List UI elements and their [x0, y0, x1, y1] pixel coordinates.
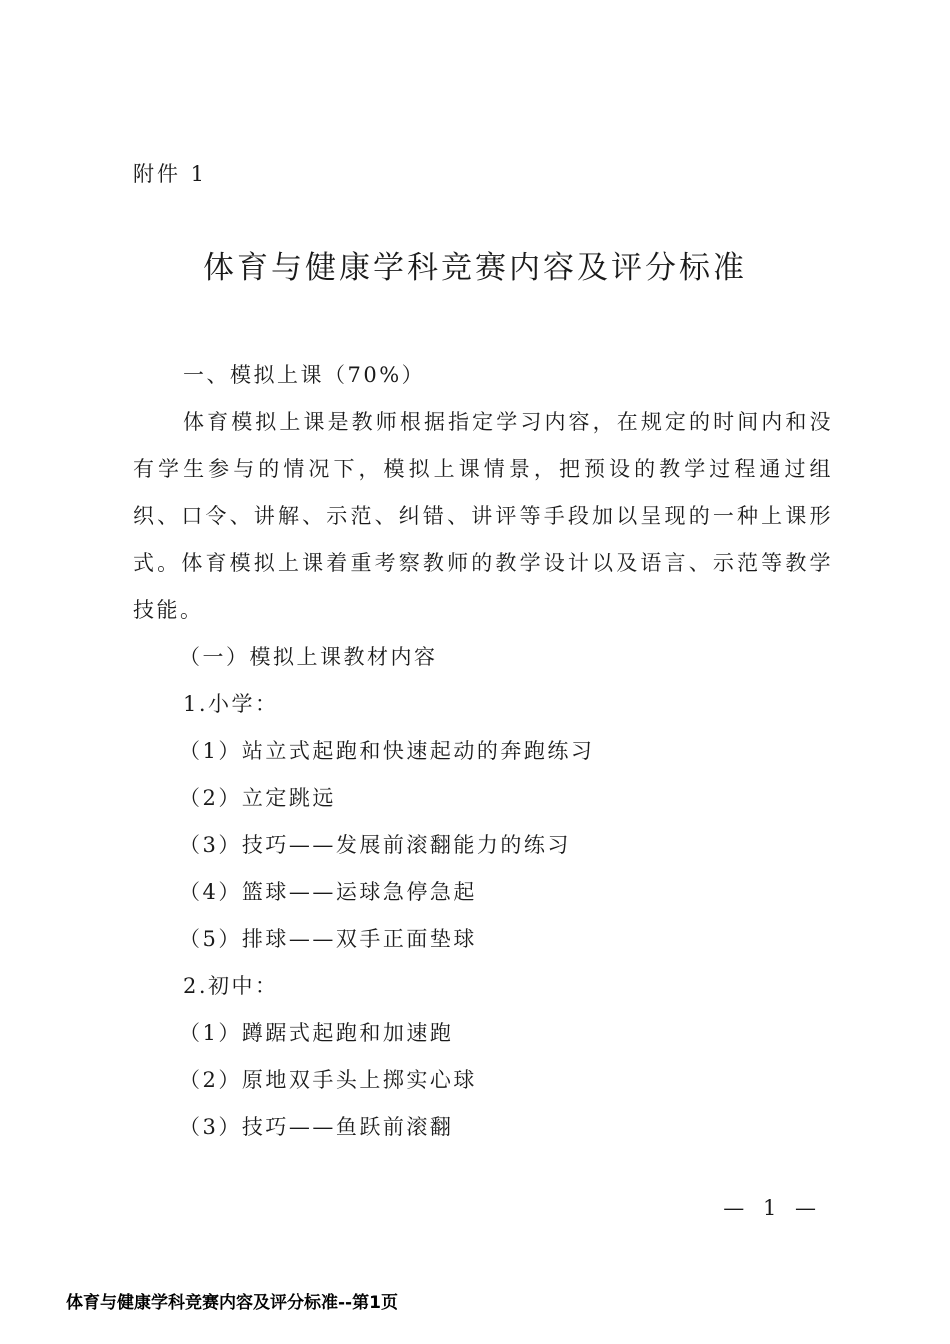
primary-school-label: 1.小学： [183, 692, 279, 716]
subsection-heading: （一）模拟上课教材内容 [179, 645, 438, 669]
section-heading: 一、模拟上课（70%） [183, 363, 426, 387]
list-item: （1）蹲踞式起跑和加速跑 [179, 1021, 454, 1045]
list-item: （5）排球——双手正面垫球 [179, 927, 477, 951]
document-body [133, 352, 833, 1151]
list-item: （4）篮球——运球急停急起 [179, 880, 477, 904]
page-number: — 1 — [723, 1196, 822, 1220]
document-title: 体育与健康学科竞赛内容及评分标准 [203, 250, 747, 286]
attachment-label: 附件 1 [133, 162, 208, 186]
list-item: （1）站立式起跑和快速起动的奔跑练习 [179, 739, 595, 763]
section-paragraph: 体育模拟上课是教师根据指定学习内容，在规定的时间内和没有学生参与的情况下，模拟上课情景，把预设的教学过程通过组织、口令、讲解、示范、纠错、讲评等手段加以呈现的一种上课形式。体育模拟上课着重考察教师的教学设计以及语言、示范等教学技能。 [133, 410, 833, 622]
list-item: （2）原地双手头上掷实心球 [179, 1068, 477, 1092]
list-item: （3）技巧——鱼跃前滚翻 [179, 1115, 454, 1139]
list-item: （2）立定跳远 [179, 786, 336, 810]
footer-caption: 体育与健康学科竞赛内容及评分标准--第1页 [66, 1293, 398, 1313]
list-item: （3）技巧——发展前滚翻能力的练习 [179, 833, 571, 857]
junior-school-label: 2.初中： [183, 974, 279, 998]
